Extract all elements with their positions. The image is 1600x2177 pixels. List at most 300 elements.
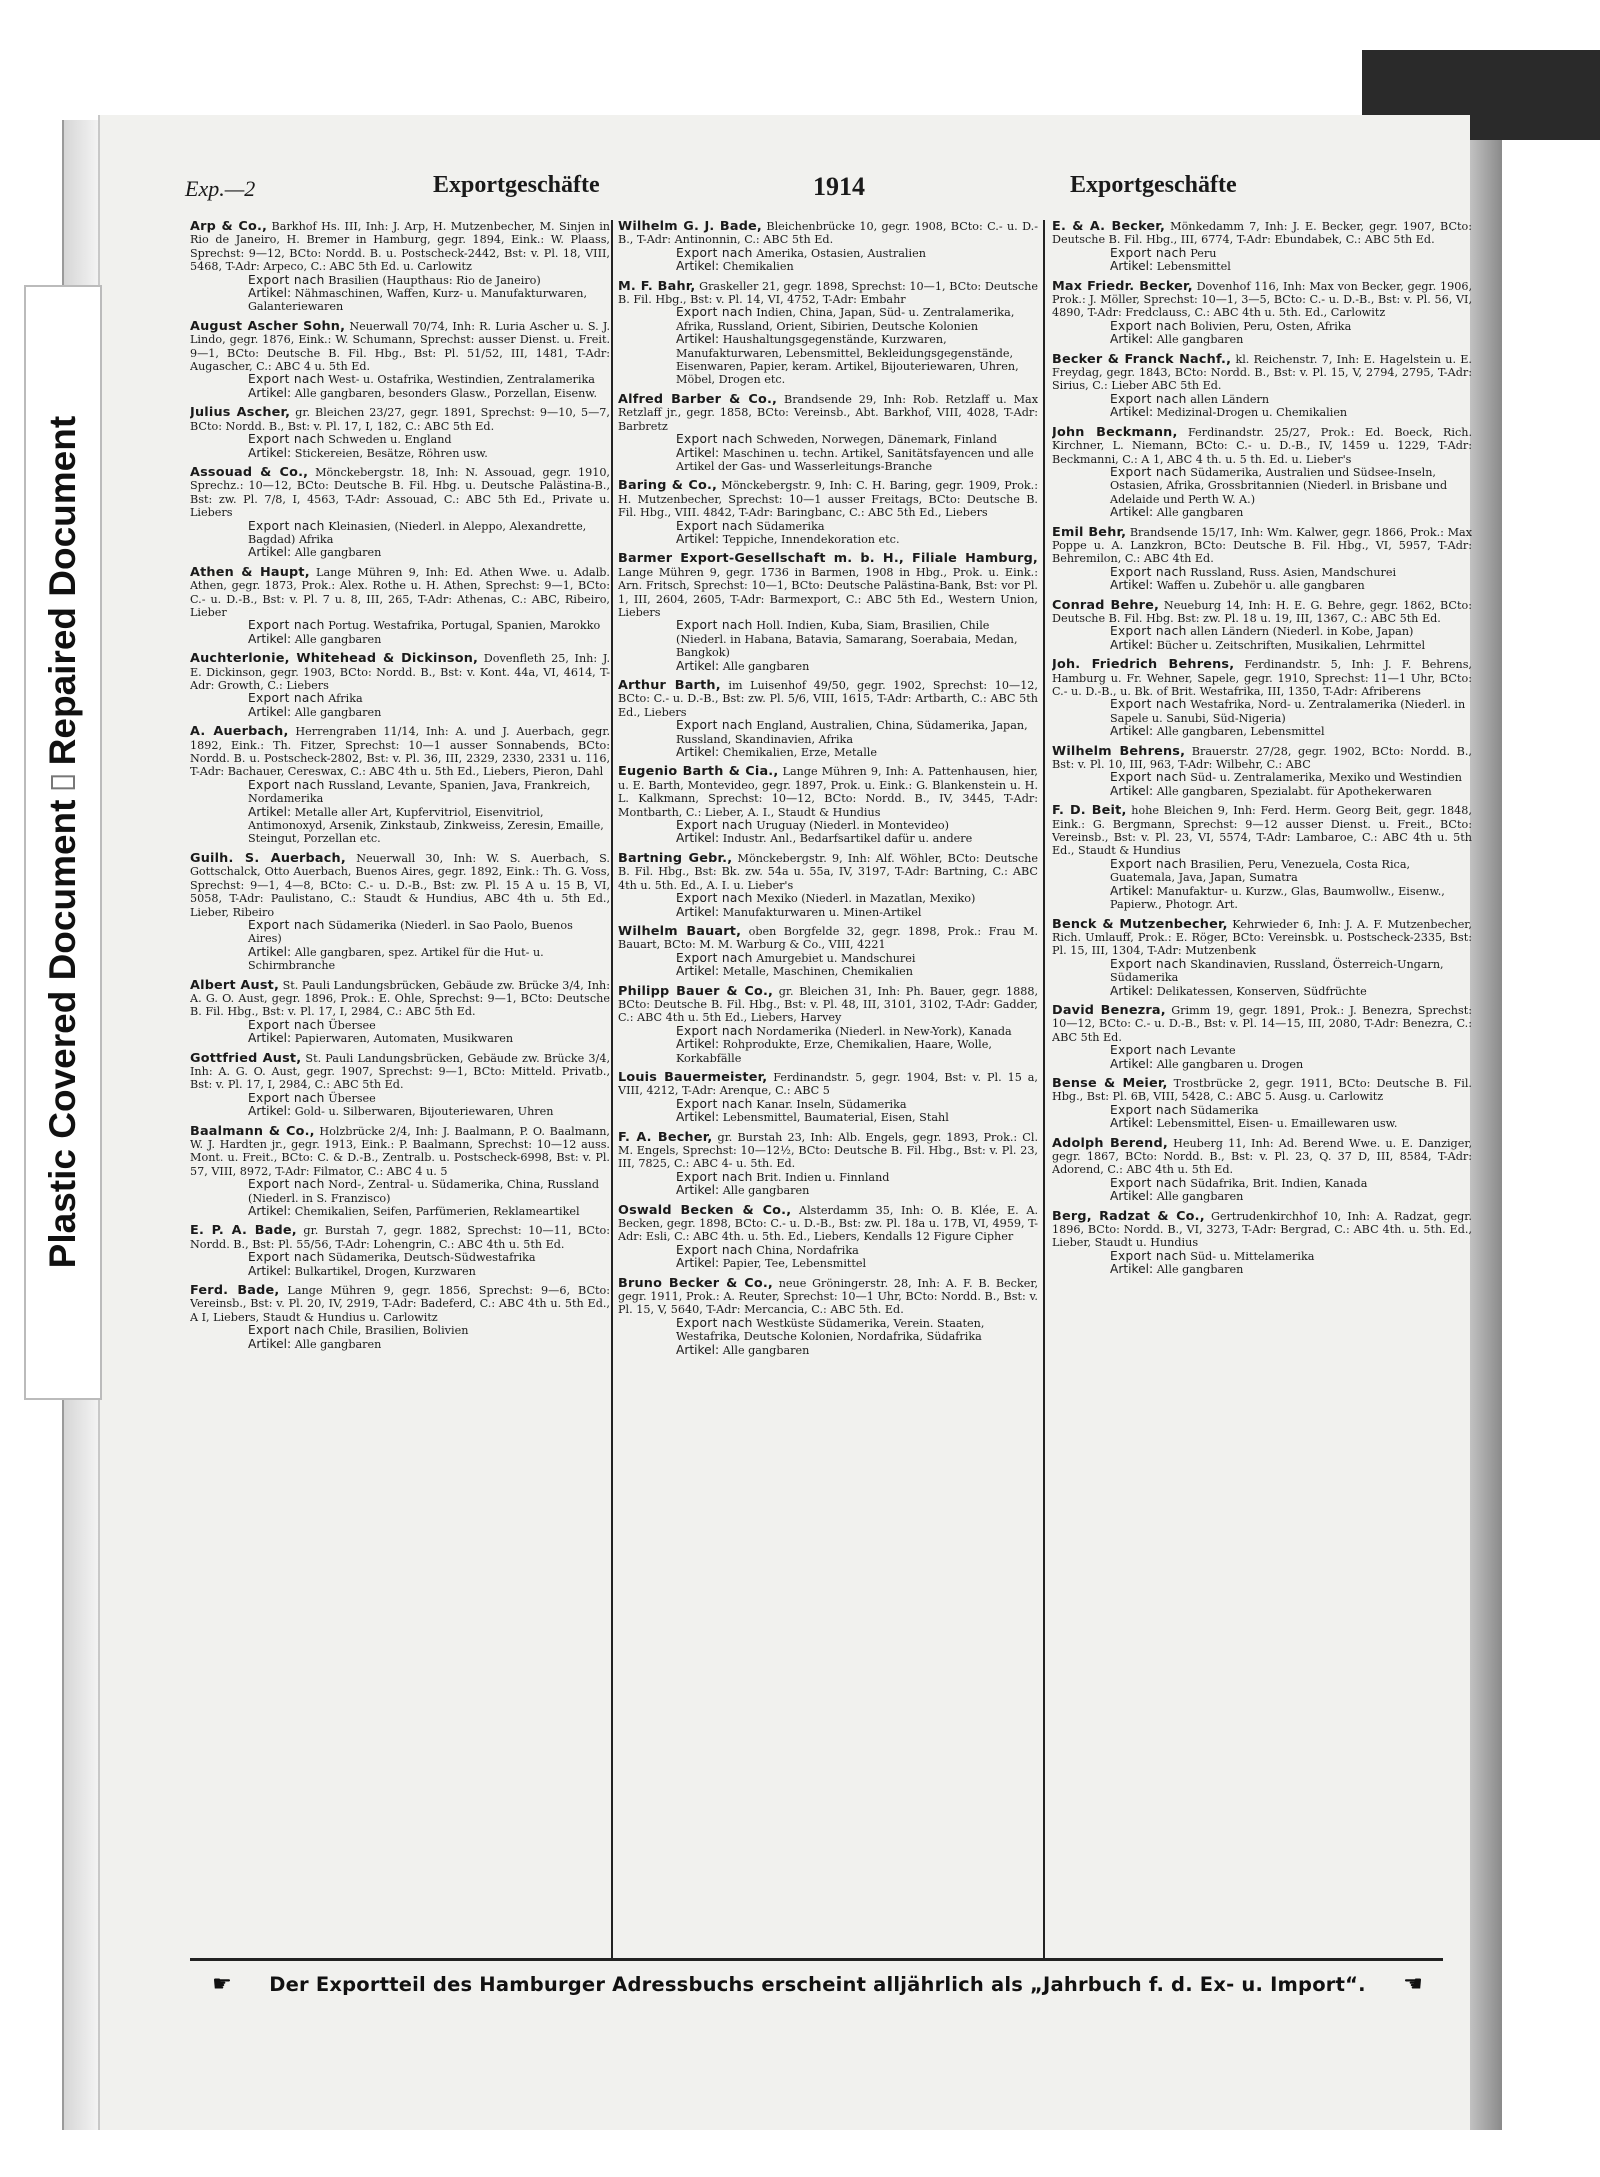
artikel-label: Artikel:: [248, 385, 292, 400]
company-name: Berg, Radzat & Co.,: [1052, 1208, 1205, 1224]
export-destinations: Südamerika, Deutsch-Südwestafrika: [328, 1251, 536, 1265]
artikel-line: [1052, 985, 1472, 998]
directory-entry: [618, 280, 1038, 387]
export-destinations: Nord-, Zentral- u. Südamerika, China, Russland (Niederl. in S. Franzisco): [248, 1178, 599, 1205]
artikel-goods: Chemikalien: [722, 260, 794, 274]
company-details: Mönckebergstr. 9, Inh: Alf. Wöhler, BCto: Deutsche B. Fil. Hbg., Bst: Bk. zw. 54a u. 55a, IV, 3197, T-Adr: Bartning, C.: ABC 4th u. 5th. Ed., A. I. u. Lieber's: [618, 851, 1038, 892]
artikel-line: [1052, 1058, 1472, 1071]
export-line: [190, 1019, 610, 1032]
export-line: [190, 520, 610, 547]
entry-body: [618, 220, 1038, 247]
side-label: [24, 285, 102, 1400]
company-name: Joh. Friedrich Behrens,: [1052, 657, 1235, 673]
directory-entry: [190, 1052, 610, 1119]
export-line: [618, 1098, 1038, 1111]
export-line: [618, 1244, 1038, 1257]
company-details: Ferdinandstr. 5, gegr. 1904, Bst: v. Pl. 15 a, VIII, 4212, T-Adr: Arenque, C.: ABC 5: [618, 1070, 1038, 1098]
directory-entry: [618, 1277, 1038, 1357]
company-details: Lange Mühren 9, gegr. 1736 in Barmen, 1908 in Hbg., Prok. u. Eink.: Arn. Fritsch, Sprechst: 10—1, BCto: Deutsche Palästina-Bank, Bst: vor Pl. 1, III, 2604, 2605, T-Adr: Barmexport, C.: ABC 5th Ed., Western Union, Liebers: [618, 565, 1038, 619]
directory-entry: [618, 765, 1038, 845]
artikel-label: Artikel:: [1110, 783, 1154, 798]
directory-entry: [618, 220, 1038, 274]
artikel-label: Artikel:: [248, 804, 292, 819]
export-label: Export nach: [1110, 464, 1187, 479]
export-label: Export nach: [676, 818, 753, 833]
export-destinations: Peru: [1190, 246, 1217, 260]
export-line: [190, 274, 610, 287]
company-name: Alfred Barber & Co.,: [618, 391, 778, 407]
artikel-line: [618, 660, 1038, 673]
artikel-label: Artikel:: [1110, 724, 1154, 739]
entry-body: [190, 1224, 610, 1251]
export-line: [190, 779, 610, 806]
artikel-label: Artikel:: [248, 944, 292, 959]
export-label: Export nach: [248, 372, 325, 387]
company-name: M. F. Bahr,: [618, 278, 696, 294]
company-details: Herrengraben 11/14, Inh: A. und J. Auerbach, gegr. 1892, Eink.: Th. Fitzer, Sprechst: 10—1 ausser Sonnabends, BCto: Nordd. B. u. Postscheck-2802, Bst: v. Pl. 36, III, 2329, 2330, 2331 u. 116, T-Adr: Bachauer, Cereswax, C.: ABC 4th u. 5th Ed., Liebers, Pieron, Dahl: [190, 725, 610, 779]
company-name: David Benezra,: [1052, 1002, 1166, 1018]
directory-entry: [618, 1131, 1038, 1198]
export-line: [1052, 1177, 1472, 1190]
export-label: Export nach: [676, 432, 753, 447]
export-label: Export nach: [676, 1096, 753, 1111]
artikel-line: [618, 533, 1038, 546]
artikel-label: Artikel:: [248, 445, 292, 460]
directory-entry: [1052, 353, 1472, 420]
company-name: Baalmann & Co.,: [190, 1123, 315, 1139]
column-divider: [611, 220, 613, 1958]
artikel-line: [190, 806, 610, 846]
company-name: Max Friedr. Becker,: [1052, 278, 1193, 294]
export-destinations: Amurgebiet u. Mandschurei: [756, 951, 916, 965]
artikel-label: Artikel:: [1110, 578, 1154, 593]
artikel-goods: Maschinen u. techn. Artikel, Sanitätsfayencen und alle Artikel der Gas- und Wasserleitungs-Branche: [676, 446, 1034, 473]
company-details: Dovenfleth 25, Inh: J. E. Dickinson, gegr. 1903, BCto: Nordd. B., Bst: v. Kont. 44a, VI, 4614, T-Adr: Growth, C.: Liebers: [190, 652, 610, 692]
export-label: Export nach: [676, 618, 753, 633]
export-destinations: allen Ländern: [1190, 392, 1270, 406]
directory-entry: [1052, 280, 1472, 347]
company-details: Grimm 19, gegr. 1891, Prok.: J. Benezra, Sprechst: 10—12, BCto: C.- u. D.-B., Bst: v. Pl. 14—15, III, 2080, T-Adr: Benezra, C.: ABC 5th Ed.: [1052, 1003, 1472, 1044]
export-label: Export nach: [1110, 1175, 1187, 1190]
artikel-goods: Waffen u. Zubehör u. alle gangbaren: [1156, 579, 1365, 593]
company-name: August Ascher Sohn,: [190, 318, 346, 334]
artikel-line: [1052, 333, 1472, 346]
company-details: Brandsende 15/17, Inh: Wm. Kalwer, gegr. 1866, Prok.: Max Poppe u. A. Lanzkron, BCto: Deutsche B. Fil. Hbg., VI, 5957, T-Adr: Behremilon, C.: ABC 4th Ed.: [1052, 525, 1472, 566]
directory-entry: [1052, 526, 1472, 593]
company-details: Heuberg 11, Inh: Ad. Berend Wwe. u. E. Danziger, gegr. 1867, BCto: Nordd. B., Bst: v. Pl. 23, Q. 37 D, III, 8584, T-Adr: Adorend, C.: ABC 4th u. 5th Ed.: [1052, 1136, 1472, 1177]
artikel-goods: Alle gangbaren: [1156, 1263, 1244, 1277]
export-line: [618, 306, 1038, 333]
company-details: Mönckebergstr. 18, Inh: N. Assouad, gegr. 1910, Sprechz.: 10—12, BCto: Deutsche B. Fil. Hbg. u. Deutsche Palästina-B., Bst: zw. Pl. 7/8, I, 4563, T-Adr: Assouad, C.: ABC 5th Ed., Private u. Liebers: [190, 465, 610, 520]
export-destinations: Südamerika (Niederl. in Sao Paolo, Buenos Aires): [248, 918, 573, 946]
export-line: [1052, 466, 1472, 506]
entry-body: [618, 852, 1038, 892]
export-destinations: allen Ländern (Niederl. in Kobe, Japan): [1190, 625, 1414, 639]
company-details: im Luisenhof 49/50, gegr. 1902, Sprechst: 10—12, BCto: C.- u. D.-B., Bst: zw. Pl. 5/6, VIII, 1615, T-Adr: Artbarth, C.: ABC 5th Ed., Liebers: [618, 679, 1038, 719]
artikel-line: [1052, 579, 1472, 592]
artikel-goods: Alle gangbaren: [1156, 333, 1244, 347]
directory-columns: [190, 220, 1472, 1955]
entry-body: [618, 552, 1038, 619]
entry-body: [1052, 1137, 1472, 1177]
company-name: Conrad Behre,: [1052, 597, 1160, 613]
entry-body: [190, 320, 610, 374]
artikel-line: [618, 1257, 1038, 1270]
export-label: Export nach: [248, 1177, 325, 1192]
artikel-goods: Medizinal-Drogen u. Chemikalien: [1156, 406, 1348, 420]
company-name: Bense & Meier,: [1052, 1075, 1168, 1091]
artikel-goods: Chemikalien, Erze, Metalle: [722, 746, 877, 760]
artikel-label: Artikel:: [676, 1342, 720, 1357]
artikel-goods: Lebensmittel, Eisen- u. Emaillewaren usw.: [1156, 1117, 1398, 1131]
artikel-goods: Nähmaschinen, Waffen, Kurz- u. Manufakturwaren, Galanteriewaren: [248, 287, 588, 314]
artikel-goods: Rohprodukte, Erze, Chemikalien, Haare, Wolle, Korkabfälle: [676, 1038, 992, 1065]
artikel-line: [618, 1038, 1038, 1065]
export-label: Export nach: [676, 245, 753, 260]
artikel-label: Artikel:: [1110, 332, 1154, 347]
artikel-line: [1052, 406, 1472, 419]
artikel-goods: Lebensmittel: [1156, 260, 1231, 274]
entry-body: [618, 393, 1038, 433]
column-3: [1052, 220, 1472, 1955]
artikel-label: Artikel:: [676, 745, 720, 760]
export-label: Export nach: [676, 950, 753, 965]
company-details: neue Gröningerstr. 28, Inh: A. F. B. Becker, gegr. 1911, Prok.: A. Reuter, Sprechst: 10—1 Uhr, BCto: Nordd. B., Bst: v. Pl. 15, V, 5640, T-Adr: Mercancia, C.: ABC 5th. Ed.: [618, 1276, 1038, 1317]
artikel-label: Artikel:: [248, 704, 292, 719]
artikel-line: [1052, 885, 1472, 912]
artikel-goods: Chemikalien, Seifen, Parfümerien, Reklameartikel: [294, 1205, 580, 1219]
company-name: Gottfried Aust,: [190, 1050, 302, 1066]
entry-body: [1052, 658, 1472, 698]
export-label: Export nach: [1110, 624, 1187, 639]
company-name: Baring & Co.,: [618, 478, 718, 494]
artikel-line: [1052, 639, 1472, 652]
artikel-line: [1052, 1263, 1472, 1276]
export-destinations: Chile, Brasilien, Bolivien: [328, 1324, 469, 1338]
artikel-label: Artikel:: [676, 1256, 720, 1271]
company-details: Ferdinandstr. 5, Inh: J. F. Behrens, Hamburg u. Fr. Wehner, Sapele, gegr. 1910, Sprechst: 11—1 Uhr, BCto: C.- u. D.-B., u. Bk. of Brit. Westafrika, III, 1350, T-Adr: Afriberens: [1052, 658, 1472, 698]
export-line: [1052, 247, 1472, 260]
export-label: Export nach: [676, 718, 753, 733]
company-details: St. Pauli Landungsbrücken, Gebäude zw. Brücke 3/4, Inh: A. G. O. Aust, gegr. 1896, Prok.: E. Ohle, Sprechst: 9—1, BCto: Deutsche B. Fil. Hbg., Bst: v. Pl. 17, I, 2984, C.: ABC 5th Ed.: [190, 978, 610, 1019]
company-name: Wilhelm G. J. Bade,: [618, 220, 762, 234]
company-name: Louis Bauermeister,: [618, 1069, 768, 1085]
directory-entry: [190, 979, 610, 1046]
column-1: [190, 220, 610, 1955]
directory-entry: [618, 552, 1038, 673]
directory-entry: [190, 220, 610, 314]
company-details: Neueburg 14, Inh: H. E. G. Behre, gegr. 1862, BCto: Deutsche B. Fil. Hbg. Bst: zw. Pl. 18 u. 19, III, 1367, C.: ABC 5th Ed.: [1052, 598, 1472, 625]
artikel-line: [618, 1111, 1038, 1124]
artikel-label: Artikel:: [248, 286, 292, 301]
export-label: Export nach: [1110, 391, 1187, 406]
export-destinations: Südamerika: [756, 519, 825, 533]
export-destinations: Schweden, Norwegen, Dänemark, Finland: [756, 433, 997, 447]
directory-entry: [190, 406, 610, 460]
export-destinations: Westafrika, Nord- u. Zentralamerika (Niederl. in Sapele u. Sanubi, Süd-Nigeria): [1110, 698, 1466, 725]
company-name: Athen & Haupt,: [190, 564, 310, 580]
artikel-goods: Alle gangbaren, Spezialabt. für Apothekerwaren: [1156, 784, 1432, 798]
header-year: 1914: [813, 172, 865, 201]
export-destinations: Übersee: [328, 1091, 376, 1105]
entry-body: [1052, 526, 1472, 566]
export-label: Export nach: [248, 691, 325, 706]
export-destinations: Süd- u. Mittelamerika: [1190, 1249, 1315, 1263]
artikel-line: [618, 1344, 1038, 1357]
export-label: Export nach: [676, 518, 753, 533]
artikel-label: Artikel:: [1110, 983, 1154, 998]
export-label: Export nach: [1110, 1102, 1187, 1117]
directory-entry: [190, 566, 610, 646]
company-name: John Beckmann,: [1052, 424, 1178, 440]
company-details: Lange Mühren 9, Inh: Ed. Athen Wwe. u. Adalb. Athen, gegr. 1873, Prok.: Alex. Rothe u. H. Athen, Sprechst: 9—1, BCto: C.- u. D.-B., Bst: v. Pl. 7 u. 8, III, 265, T-Adr: Athenas, C.: ABC, Ribeiro, Lieber: [190, 565, 610, 619]
entry-body: [1052, 1210, 1472, 1250]
entry-body: [190, 725, 610, 779]
entry-body: [190, 1052, 610, 1092]
artikel-line: [190, 633, 610, 646]
company-details: St. Pauli Landungsbrücken, Gebäude zw. Brücke 3/4, Inh: A. G. O. Aust, gegr. 1907, Sprechst: 9—1, BCto: Mitteld. Privatb., Bst: v. Pl. 17, I, 2984, C.: ABC 5th Ed.: [190, 1051, 610, 1092]
artikel-line: [190, 1265, 610, 1278]
artikel-goods: Manufakturwaren u. Minen-Artikel: [722, 905, 922, 919]
export-destinations: Uruguay (Niederl. in Montevideo): [756, 819, 949, 833]
directory-entry: [1052, 1210, 1472, 1277]
export-destinations: Skandinavien, Russland, Österreich-Ungarn, Südamerika: [1110, 957, 1444, 985]
page-number: Exp.—2: [185, 176, 256, 201]
export-line: [1052, 958, 1472, 985]
export-line: [1052, 858, 1472, 885]
artikel-goods: Alle gangbaren: [722, 659, 810, 673]
export-destinations: England, Australien, China, Südamerika, Japan, Russland, Skandinavien, Afrika: [676, 719, 1028, 746]
export-destinations: Nordamerika (Niederl. in New-York), Kanada: [756, 1024, 1012, 1038]
export-label: Export nach: [1110, 318, 1187, 333]
export-label: Export nach: [1110, 856, 1187, 871]
entry-body: [618, 1071, 1038, 1098]
directory-entry: [1052, 1077, 1472, 1131]
column-divider: [1043, 220, 1045, 1958]
export-line: [190, 1251, 610, 1264]
export-line: [1052, 1044, 1472, 1057]
entry-body: [618, 479, 1038, 519]
entry-body: [190, 566, 610, 620]
export-label: Export nach: [248, 777, 325, 792]
artikel-label: Artikel:: [1110, 1056, 1154, 1071]
export-label: Export nach: [1110, 564, 1187, 579]
entry-body: [190, 466, 610, 520]
export-line: [1052, 393, 1472, 406]
artikel-label: Artikel:: [1110, 405, 1154, 420]
export-destinations: Russland, Russ. Asien, Mandschurei: [1190, 565, 1397, 579]
artikel-goods: Alle gangbaren: [722, 1343, 810, 1357]
artikel-line: [190, 287, 610, 314]
export-line: [190, 619, 610, 632]
artikel-goods: Alle gangbaren, besonders Glasw., Porzellan, Eisenw.: [294, 386, 598, 400]
export-destinations: Levante: [1190, 1044, 1236, 1058]
entry-body: [1052, 426, 1472, 466]
entry-body: [1052, 280, 1472, 320]
artikel-label: Artikel:: [1110, 637, 1154, 652]
export-label: Export nach: [1110, 1248, 1187, 1263]
company-name: Auchterlonie, Whitehead & Dickinson,: [190, 651, 479, 667]
company-name: Becker & Franck Nachf.,: [1052, 351, 1232, 367]
artikel-label: Artikel:: [676, 1110, 720, 1125]
company-details: Gertrudenkirchhof 10, Inh: A. Radzat, gegr. 1896, BCto: Nordd. B., VI, 3273, T-Adr: Bergrad, C.: ABC 4th. u. 5th. Ed., Lieber, Staudt u. Hundius: [1052, 1209, 1472, 1250]
export-line: [618, 1317, 1038, 1344]
artikel-label: Artikel:: [676, 445, 720, 460]
artikel-goods: Alle gangbaren: [294, 632, 382, 646]
export-label: Export nach: [1110, 245, 1187, 260]
artikel-label: Artikel:: [248, 1104, 292, 1119]
export-line: [618, 619, 1038, 659]
artikel-goods: Metalle, Maschinen, Chemikalien: [722, 965, 913, 979]
export-label: Export nach: [1110, 956, 1187, 971]
company-name: Wilhelm Behrens,: [1052, 743, 1186, 759]
entry-body: [1052, 1004, 1472, 1044]
artikel-goods: Papierwaren, Automaten, Musikwaren: [294, 1032, 514, 1046]
export-destinations: Amerika, Ostasien, Australien: [756, 246, 926, 260]
side-label-top: Plastic Covered Document: [42, 799, 83, 1269]
company-details: Trostbrücke 2, gegr. 1911, BCto: Deutsche B. Fil. Hbg., Bst: Pl. 6B, VIII, 5428, C.: ABC 5. Ausg. u. Carlowitz: [1052, 1076, 1472, 1104]
artikel-goods: Haushaltungsgegenstände, Kurzwaren, Manufakturwaren, Lebensmittel, Bekleidungsgegenstände, Eisenwaren, Papier, keram. Artikel, Bijouteriewaren, Uhren, Möbel, Drogen etc.: [676, 333, 1019, 387]
company-details: Neuerwall 70/74, Inh: R. Luria Ascher u. S. J. Lindo, gegr. 1876, Eink.: W. Schumann, Sprechst: ausser Dienst. u. Freit. 9—1, BCto: Deutsche B. Fil. Hbg., Bst: Pl. 51/52, III, 1481, T-Adr: Augascher, C.: ABC 4 u. 5th Ed.: [190, 319, 610, 374]
company-details: gr. Burstah 23, Inh: Alb. Engels, gegr. 1893, Prok.: Cl. M. Engels, Sprechst: 10—12½, BCto: Deutsche B. Fil. Hbg., Bst: v. Pl. 23, III, 7825, C.: ABC 4- u. 5th. Ed.: [618, 1130, 1038, 1171]
directory-entry: [190, 1224, 610, 1278]
artikel-goods: Metalle aller Art, Kupfervitriol, Eisenvitriol, Antimonoxyd, Arsenik, Zinkstaub, Zinkweiss, Zeresin, Emaille, Steingut, Porzellan etc.: [248, 805, 604, 846]
company-name: Benck & Mutzenbecher,: [1052, 916, 1228, 932]
company-details: Brandsende 29, Inh: Rob. Retzlaff u. Max Retzlaff jr., gegr. 1858, BCto: Vereinsb., Abt. Barkhof, VIII, 4028, T-Adr: Barbretz: [618, 392, 1038, 433]
company-name: E. & A. Becker,: [1052, 220, 1166, 234]
export-label: Export nach: [248, 917, 325, 932]
artikel-goods: Alle gangbaren: [294, 705, 382, 719]
export-destinations: Bolivien, Peru, Osten, Afrika: [1190, 319, 1352, 333]
export-label: Export nach: [248, 1250, 325, 1265]
artikel-label: Artikel:: [248, 545, 292, 560]
export-destinations: Afrika: [328, 692, 363, 706]
company-details: Neuerwall 30, Inh: W. S. Auerbach, S. Gottschalck, Otto Auerbach, Buenos Aires, gegr. 1892, Eink.: Th. G. Voss, Sprechst: 9—1, 4—8, BCto: C.- u. D.-B., Bst: zw. Pl. 15 A u. 15 B, VI, 5058, T-Adr: Paulistano, C.: Staudt & Hundius, ABC 4th u. 5th Ed., Lieber, Ribeiro: [190, 851, 610, 919]
directory-entry: [1052, 426, 1472, 520]
export-label: Export nach: [248, 432, 325, 447]
artikel-label: Artikel:: [1110, 883, 1154, 898]
company-name: Bruno Becker & Co.,: [618, 1275, 773, 1291]
company-name: Oswald Becken & Co.,: [618, 1202, 792, 1218]
company-name: Guilh. S. Auerbach,: [190, 850, 346, 866]
export-line: [618, 1171, 1038, 1184]
company-name: A. Auerbach,: [190, 724, 289, 740]
company-details: Barkhof Hs. III, Inh: J. Arp, H. Mutzenbecher, M. Sinjen in Rio de Janeiro, H. Bremer in Hamburg, gegr. 1894, Eink.: W. Plaass, Sprechst: 9—12, BCto: Nordd. B. u. Postscheck-2442, Bst: v. Pl. 18, VIII, 5468, T-Adr: Arpeco, C.: ABC 5th Ed. u. Carlowitz: [190, 220, 610, 274]
entry-body: [190, 406, 610, 433]
artikel-label: Artikel:: [1110, 259, 1154, 274]
column-2: [618, 220, 1038, 1955]
artikel-line: [190, 1205, 610, 1218]
export-line: [618, 433, 1038, 446]
export-line: [1052, 771, 1472, 784]
artikel-label: Artikel:: [1110, 505, 1154, 520]
export-label: Export nach: [676, 1242, 753, 1257]
artikel-goods: Delikatessen, Konserven, Südfrüchte: [1156, 984, 1367, 998]
export-destinations: Brasilien (Haupthaus: Rio de Janeiro): [328, 273, 541, 287]
company-details: hohe Bleichen 9, Inh: Ferd. Herm. Georg Beit, gegr. 1848, Eink.: G. Bergmann, Sprechst: 9—12 ausser Dienst. u. Freit., BCto: Vereinsb., Bst: v. Pl. 23, VI, 5574, T-Adr: Lambaroe, C.: ABC 4th u. 5th Ed., Staudt & Hundius: [1052, 804, 1472, 858]
company-name: Wilhelm Bauart,: [618, 923, 742, 939]
export-destinations: Südafrika, Brit. Indien, Kanada: [1190, 1176, 1368, 1190]
company-details: Dovenhof 116, Inh: Max von Becker, gegr. 1906, Prok.: J. Möller, Sprechst: 10—1, 3—5, BCto: C.- u. D.-B., Bst: v. Pl. 56, VI, 4890, T-Adr: Fredclauss, C.: ABC 4th u. 5th. Ed., Carlowitz: [1052, 279, 1472, 320]
export-destinations: Kleinasien, (Niederl. in Aleppo, Alexandrette, Bagdad) Afrika: [248, 519, 587, 546]
entry-body: [190, 979, 610, 1019]
export-line: [190, 373, 610, 386]
company-details: Alsterdamm 35, Inh: O. B. Klée, E. A. Becken, gegr. 1898, BCto: C.- u. D.-B., Bst: zw. Pl. 18a u. 17B, VI, 4959, T-Adr: Esli, C.: ABC 4th. u. 5th. Ed., Liebers, Kendalls 12 Figure Cipher: [618, 1203, 1038, 1244]
export-line: [618, 819, 1038, 832]
company-details: kl. Reichenstr. 7, Inh: E. Hagelstein u. E. Freydag, gegr. 1843, BCto: Nordd. B., Bst: v. Pl. 15, V, 2794, 2795, T-Adr: Sirius, C.: Lieber ABC 5th Ed.: [1052, 352, 1472, 393]
artikel-line: [618, 447, 1038, 474]
export-destinations: Übersee: [328, 1018, 376, 1032]
artikel-line: [190, 1105, 610, 1118]
artikel-goods: Papier, Tee, Lebensmittel: [722, 1257, 867, 1271]
company-details: Ferdinandstr. 25/27, Prok.: Ed. Boeck, Rich. Kirchner, L. Niemann, BCto: C.- u. D.-B., IV, 1459 u. 1229, T-Adr: Beckmanni, C.: A 1, ABC 4 th. u. 5 th. Ed. u. Lieber's: [1052, 425, 1472, 466]
artikel-label: Artikel:: [676, 904, 720, 919]
entry-body: [618, 1204, 1038, 1244]
entry-body: [190, 1125, 610, 1179]
directory-entry: [618, 852, 1038, 919]
entry-body: [1052, 918, 1472, 958]
artikel-line: [618, 1184, 1038, 1197]
directory-entry: [618, 679, 1038, 759]
company-details: Mönckebergstr. 9, Inh: C. H. Baring, gegr. 1909, Prok.: H. Mutzenbecher, Sprechst: 10—1 ausser Freitags, BCto: Deutsche B. Fil. Hbg., VIII. 4842, T-Adr: Baringbanc, C.: ABC 5th Ed., Liebers: [618, 479, 1038, 520]
artikel-line: [618, 906, 1038, 919]
directory-entry: [1052, 599, 1472, 653]
artikel-line: [190, 387, 610, 400]
artikel-line: [618, 260, 1038, 273]
artikel-label: Artikel:: [676, 1037, 720, 1052]
artikel-goods: Lebensmittel, Baumaterial, Eisen, Stahl: [722, 1111, 949, 1125]
company-name: Philipp Bauer & Co.,: [618, 983, 774, 999]
artikel-label: Artikel:: [676, 658, 720, 673]
company-details: oben Borgfelde 32, gegr. 1898, Prok.: Frau M. Bauart, BCto: M. M. Warburg & Co., VIII, 4221: [618, 924, 1038, 952]
entry-body: [618, 925, 1038, 952]
artikel-line: [1052, 506, 1472, 519]
export-destinations: Holl. Indien, Kuba, Siam, Brasilien, Chile (Niederl. in Habana, Batavia, Samarang, Soerabaia, Medan, Bangkok): [676, 619, 1018, 660]
artikel-goods: Teppiche, Innendekoration etc.: [722, 532, 900, 546]
entry-body: [618, 985, 1038, 1025]
company-name: Adolph Berend,: [1052, 1135, 1168, 1151]
company-name: Emil Behr,: [1052, 524, 1127, 540]
company-name: Arp & Co.,: [190, 220, 268, 234]
directory-entry: [618, 985, 1038, 1065]
artikel-line: [190, 1032, 610, 1045]
artikel-goods: Bulkartikel, Drogen, Kurzwaren: [294, 1264, 476, 1278]
company-name: Ferd. Bade,: [190, 1283, 280, 1299]
page-header: [185, 172, 1430, 212]
export-line: [190, 433, 610, 446]
directory-entry: [190, 466, 610, 560]
export-destinations: Südamerika, Australien und Südsee-Inseln, Ostasien, Afrika, Grossbritannien (Niederl. in Brisbane und Adelaide und Perth W. A.): [1110, 465, 1448, 506]
company-details: Mönkedamm 7, Inh: J. E. Becker, gegr. 1907, BCto: Deutsche B. Fil. Hbg., III, 6774, T-Adr: Ebundabek, C.: ABC 5th Ed.: [1052, 220, 1472, 247]
export-destinations: Süd- u. Zentralamerika, Mexiko und Westindien: [1190, 771, 1462, 785]
artikel-goods: Alle gangbaren: [1156, 506, 1244, 520]
export-line: [1052, 1250, 1472, 1263]
directory-entry: [618, 925, 1038, 979]
page-footer: [200, 1967, 1435, 2001]
artikel-line: [1052, 1117, 1472, 1130]
artikel-goods: Gold- u. Silberwaren, Bijouteriewaren, Uhren: [294, 1105, 554, 1119]
artikel-label: Artikel:: [676, 1183, 720, 1198]
artikel-line: [190, 1338, 610, 1351]
directory-entry: [190, 852, 610, 973]
artikel-goods: Alle gangbaren, spez. Artikel für die Hut- u. Schirmbranche: [248, 945, 544, 973]
export-label: Export nach: [676, 891, 753, 906]
artikel-goods: Manufaktur- u. Kurzw., Glas, Baumwollw., Eisenw., Papierw., Photogr. Art.: [1110, 884, 1445, 912]
directory-entry: [618, 393, 1038, 473]
artikel-label: Artikel:: [1110, 1262, 1154, 1277]
company-name: F. D. Beit,: [1052, 803, 1127, 819]
export-destinations: Schweden u. England: [328, 433, 452, 447]
